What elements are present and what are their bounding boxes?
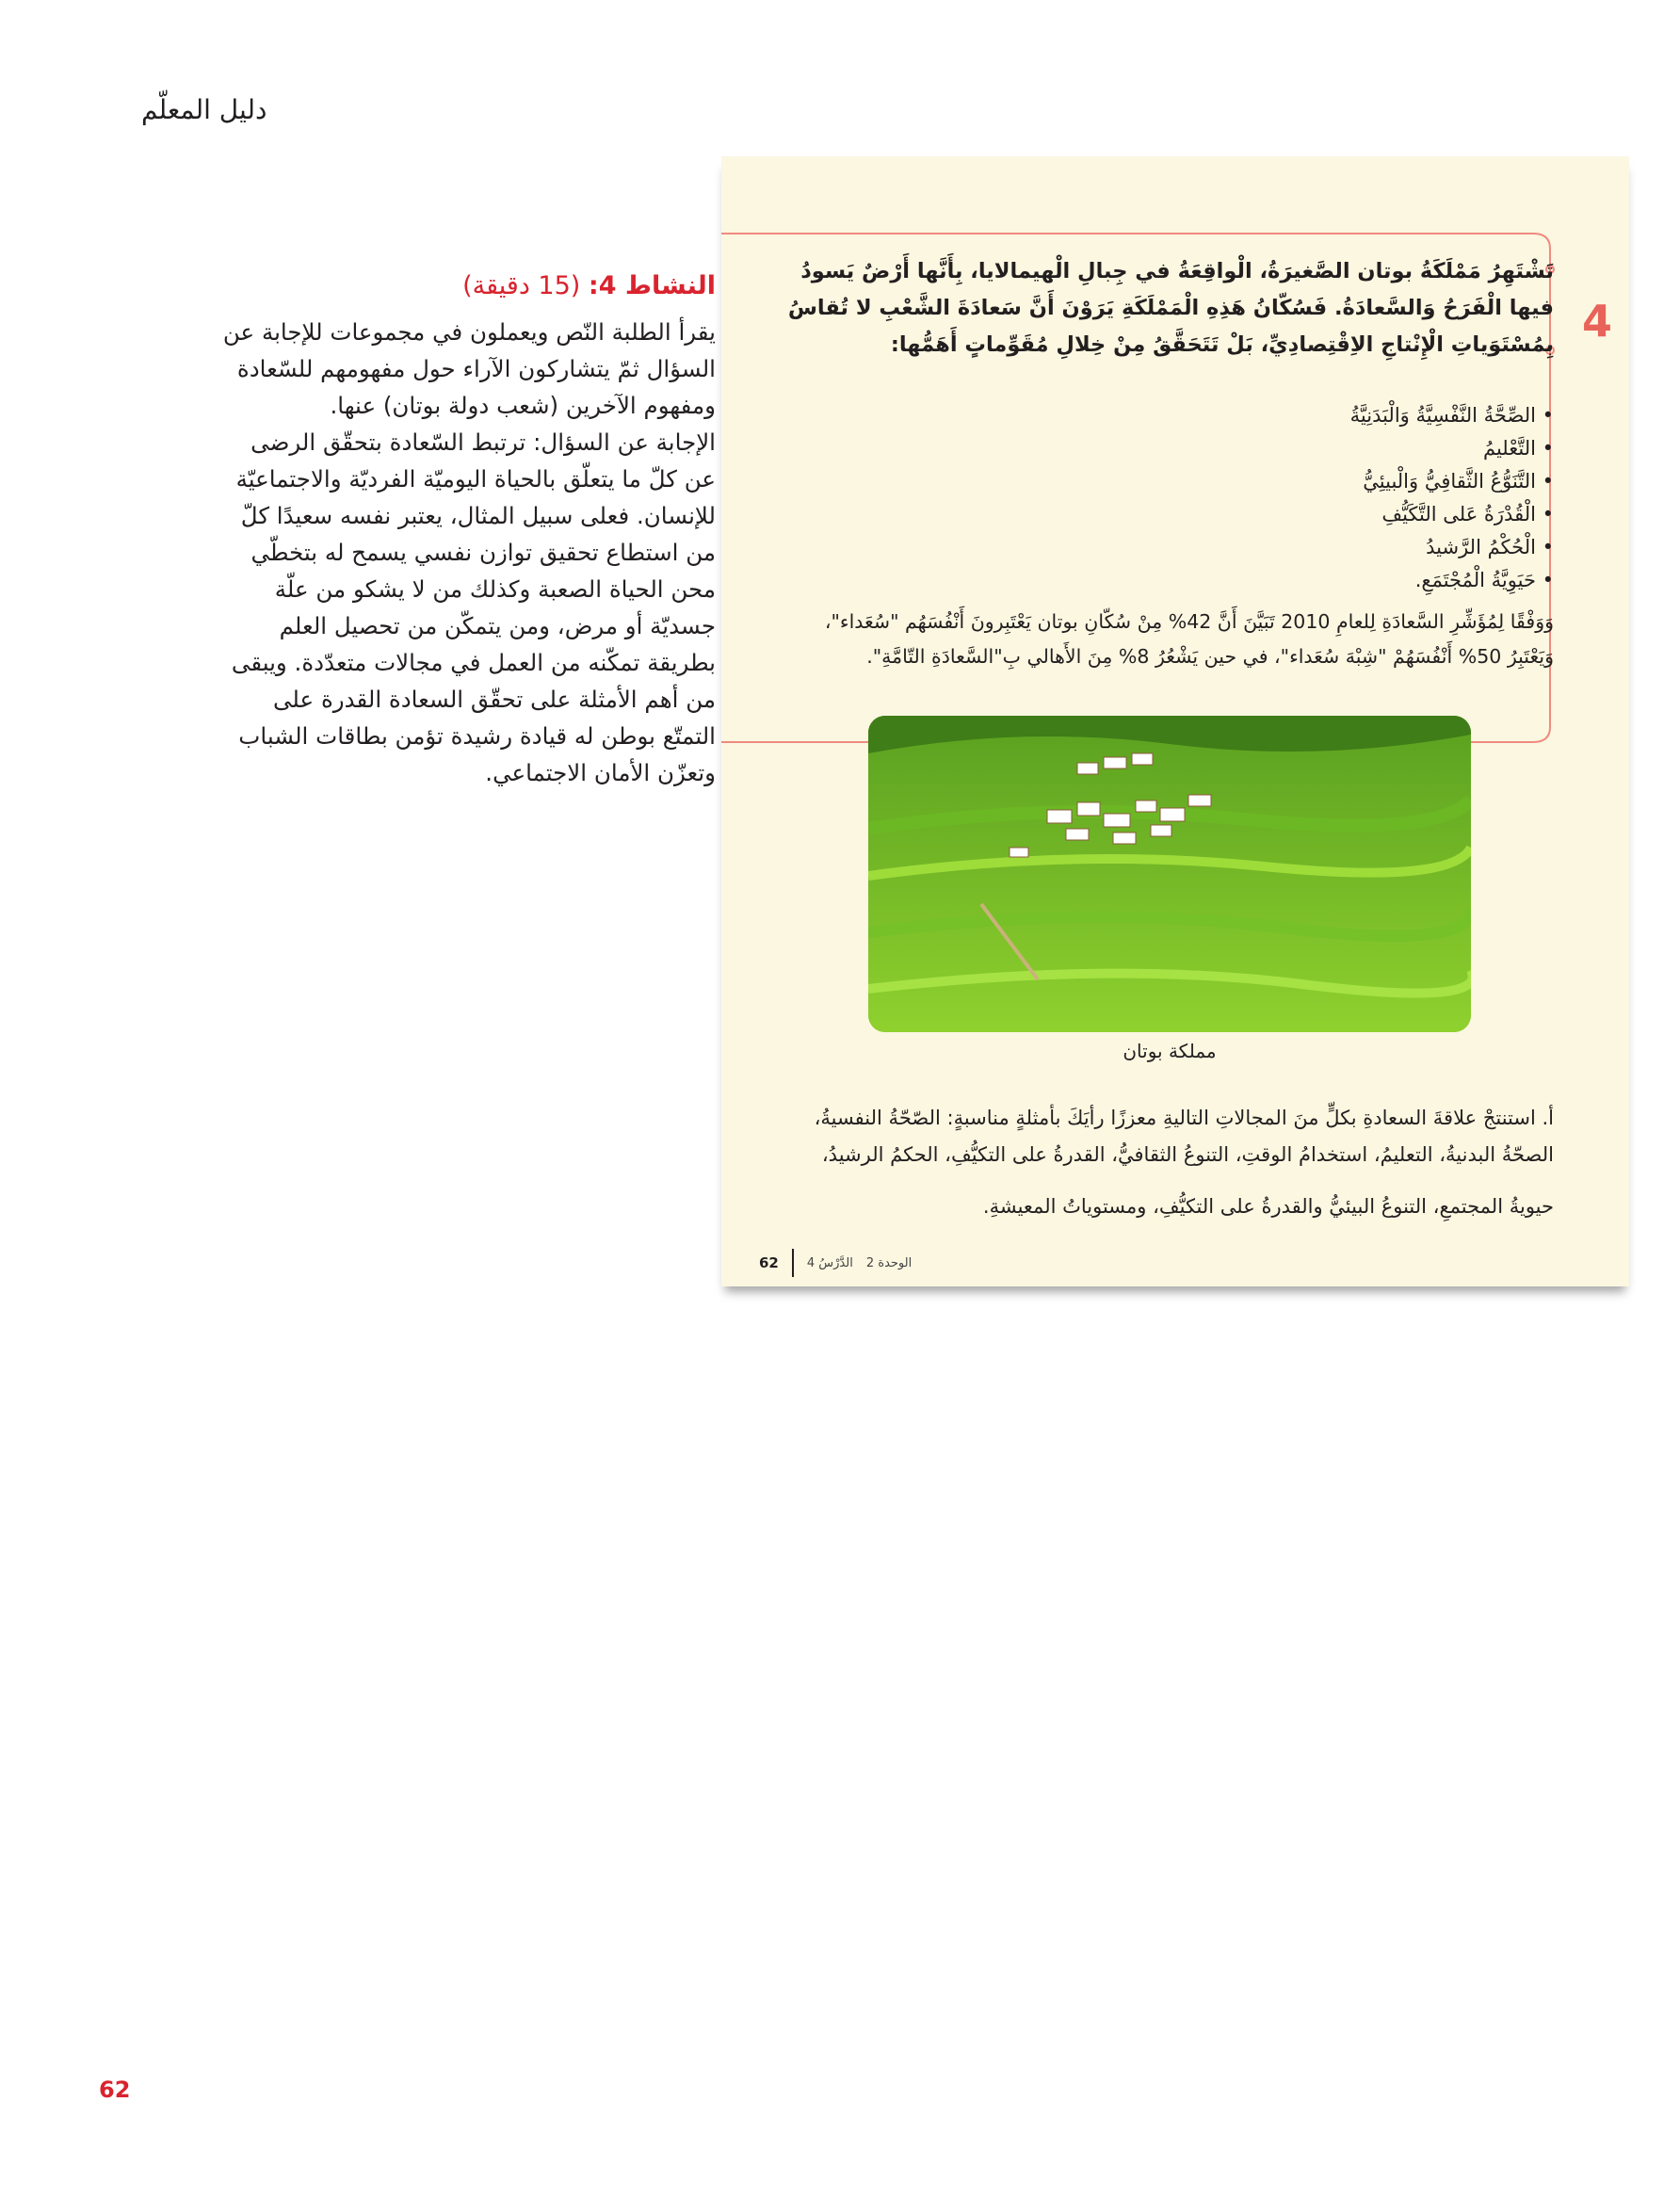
- footer-lesson: الدَّرْسُ 4: [806, 1255, 853, 1270]
- question-line-3: حيويةُ المجتمعِ، التنوعُ البيئيُّ والقدرةُ على التكيُّفِ، ومستوياتُ المعيشةِ.: [982, 1195, 1554, 1218]
- book-page-footer: [759, 1249, 912, 1277]
- happiness-stats: [782, 605, 1554, 674]
- question-line-2: الصحّةُ البدنيةُ، التعليمُ، استخدامُ الوقتِ، التنوعُ الثقافيُّ، القدرةُ على التكيُّفِ، الحكمُ الرشيدُ،: [821, 1143, 1554, 1166]
- stats-line-2: وَيَعْتَبِرُ 50% أَنْفُسَهُمْ "شِبْهَ سُعَداء"، في حين يَشْعُرُ 8% مِنَ الأَهالي بِ"السَّعادَةِ التّامَّةِ".: [866, 645, 1554, 668]
- bhutan-landscape-photo: [868, 716, 1471, 1032]
- lesson-number: 4: [1581, 296, 1612, 347]
- question-a: [772, 1100, 1554, 1225]
- activity-instructions: يقرأ الطلبة النّص ويعملون في مجموعات للإجابة عن السؤال ثمّ يتشاركون الآراء حول مفهومهم للسّعادة ومفهوم الآخرين (شعب دولة بوتان) عنها.: [222, 318, 716, 419]
- student-book-page: [721, 156, 1629, 1286]
- activity-duration: (15 دقيقة): [462, 271, 581, 300]
- list-item: • الْحُكْمُ الرَّشيدُ: [782, 531, 1554, 564]
- book-page-number: 62: [759, 1254, 779, 1271]
- footer-divider: [792, 1249, 794, 1277]
- activity-label: النشاط 4:: [588, 271, 716, 300]
- photo-caption: مملكة بوتان: [1123, 1040, 1217, 1062]
- page-header-title: دليل المعلّم: [141, 94, 267, 125]
- teacher-guide-column: [217, 271, 716, 791]
- list-item: • التَّنَوُّعُ الثَّقافِيُّ وَالْبيئِيُّ: [782, 465, 1554, 498]
- intro-paragraph: تَشْتَهِرُ مَمْلَكَةُ بوتان الصَّغيرَةُ، الْواقِعَةُ في جِبالِ الْهيمالايا، بِأَنَّها أَرْضٌ يَسودُ فيها الْفَرَحُ وَالسَّعادَةُ. فَسُكّانُ هَذِهِ الْمَمْلَكَةِ يَرَوْنَ أَنَّ سَعادَةَ الشَّعْبِ لا تُقاسُ بِمُسْتَوَياتِ الْإِنْتاجِ الاِقْتِصادِيِّ، بَلْ تَتَحَقَّقُ مِنْ خِلالِ مُقَوِّماتٍ أَهَمُّها:: [787, 259, 1554, 357]
- happiness-factors-list: [782, 399, 1554, 597]
- list-item: • الْقُدْرَةُ عَلى التَّكَيُّفِ: [782, 498, 1554, 531]
- list-item: • الصِّحَّةُ النَّفْسِيَّةُ وَالْبَدَنِيَّةُ: [782, 399, 1554, 432]
- activity-answer: الإجابة عن السؤال: ترتبط السّعادة بتحقّق الرضى عن كلّ ما يتعلّق بالحياة اليوميّة الفرديّة والاجتماعيّة للإنسان. فعلى سبيل المثال، يعتبر نفسه سعيدًا كلّ من استطاع تحقيق توازن نفسي يسمح له بتخطّي محن الحياة الصعبة وكذلك من لا يشكو من علّة جسديّة أو مرض، ومن يتمكّن من تحصيل العلم بطريقة تمكّنه من العمل في مجالات متعدّدة. ويبقى من أهم الأمثلة على تحقّق السعادة القدرة على التمتّع بوطن له قيادة رشيدة تؤمن بطاقات الشباب وتعزّن الأمان الاجتماعي.: [231, 428, 716, 786]
- page-number: 62: [99, 2077, 131, 2103]
- list-item: • حَيَوِيَّةُ الْمُجْتَمَعِ.: [782, 564, 1554, 597]
- stats-line-1: وَوَفْقًا لِمُؤَشِّرِ السَّعادَةِ لِلعامِ 2010 تَبَيَّنَ أَنَّ 42% مِنْ سُكّانِ بوتان يَعْتَبِرونَ أَنْفُسَهُم "سُعَداء"،: [824, 610, 1554, 633]
- list-item: • التَّعْليمُ: [782, 432, 1554, 465]
- activity-title: [217, 271, 716, 300]
- question-line-1: أ. استنتجْ علاقةَ السعادةِ بكلٍّ منَ المجالاتِ التاليةِ معززًا رأيَكَ بأمثلةٍ مناسبةٍ: الصّحّةُ النفسيةُ،: [814, 1107, 1554, 1129]
- footer-unit: الوحدة 2: [865, 1255, 913, 1270]
